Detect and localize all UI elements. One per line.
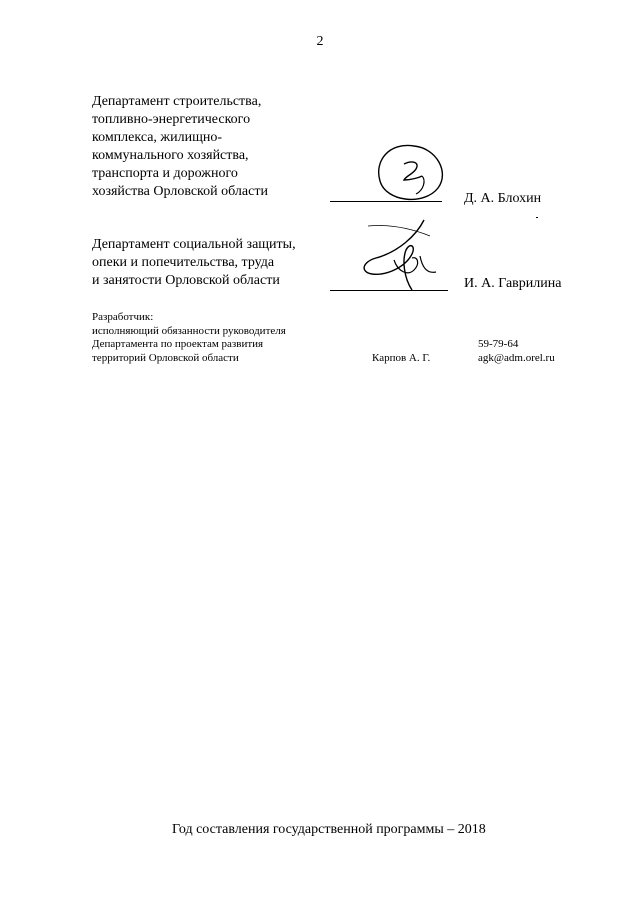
developer-label: Разработчик: [92,311,154,323]
handwritten-signature-blokhin [364,136,454,216]
developer-position-line: Департамента по проектам развития [92,338,264,350]
developer-phone: 59-79-64 [478,338,519,350]
signature-line [330,290,448,291]
signature-line [330,201,442,202]
signature-block-construction [92,96,582,206]
developer-name: Карпов А. Г. [372,351,431,364]
program-year-footer: Год составления государственной программы – 2018 [172,822,486,837]
signature-block-social-protection [92,228,582,298]
signer-name: Д. А. Блохин [464,191,542,206]
page-number: 2 [316,34,324,49]
handwritten-signature-gavrilina [350,216,450,296]
developer-email: agk@adm.orel.ru [478,351,555,364]
developer-position-line: исполняющий обязанности руководителя [92,324,286,337]
stray-mark [536,217,538,218]
department-name: Департамент строительства, топливно-энергетического комплекса, жилищно- коммунального хозяйства, транспорта и дорожного хозяйства Орловской области [92,94,268,199]
signer-name: И. А. Гаврилина [464,276,562,291]
developer-position-line: территорий Орловской области [92,351,239,364]
department-name: Департамент социальной защиты, опеки и попечительства, труда и занятости Орловской области [92,237,296,288]
